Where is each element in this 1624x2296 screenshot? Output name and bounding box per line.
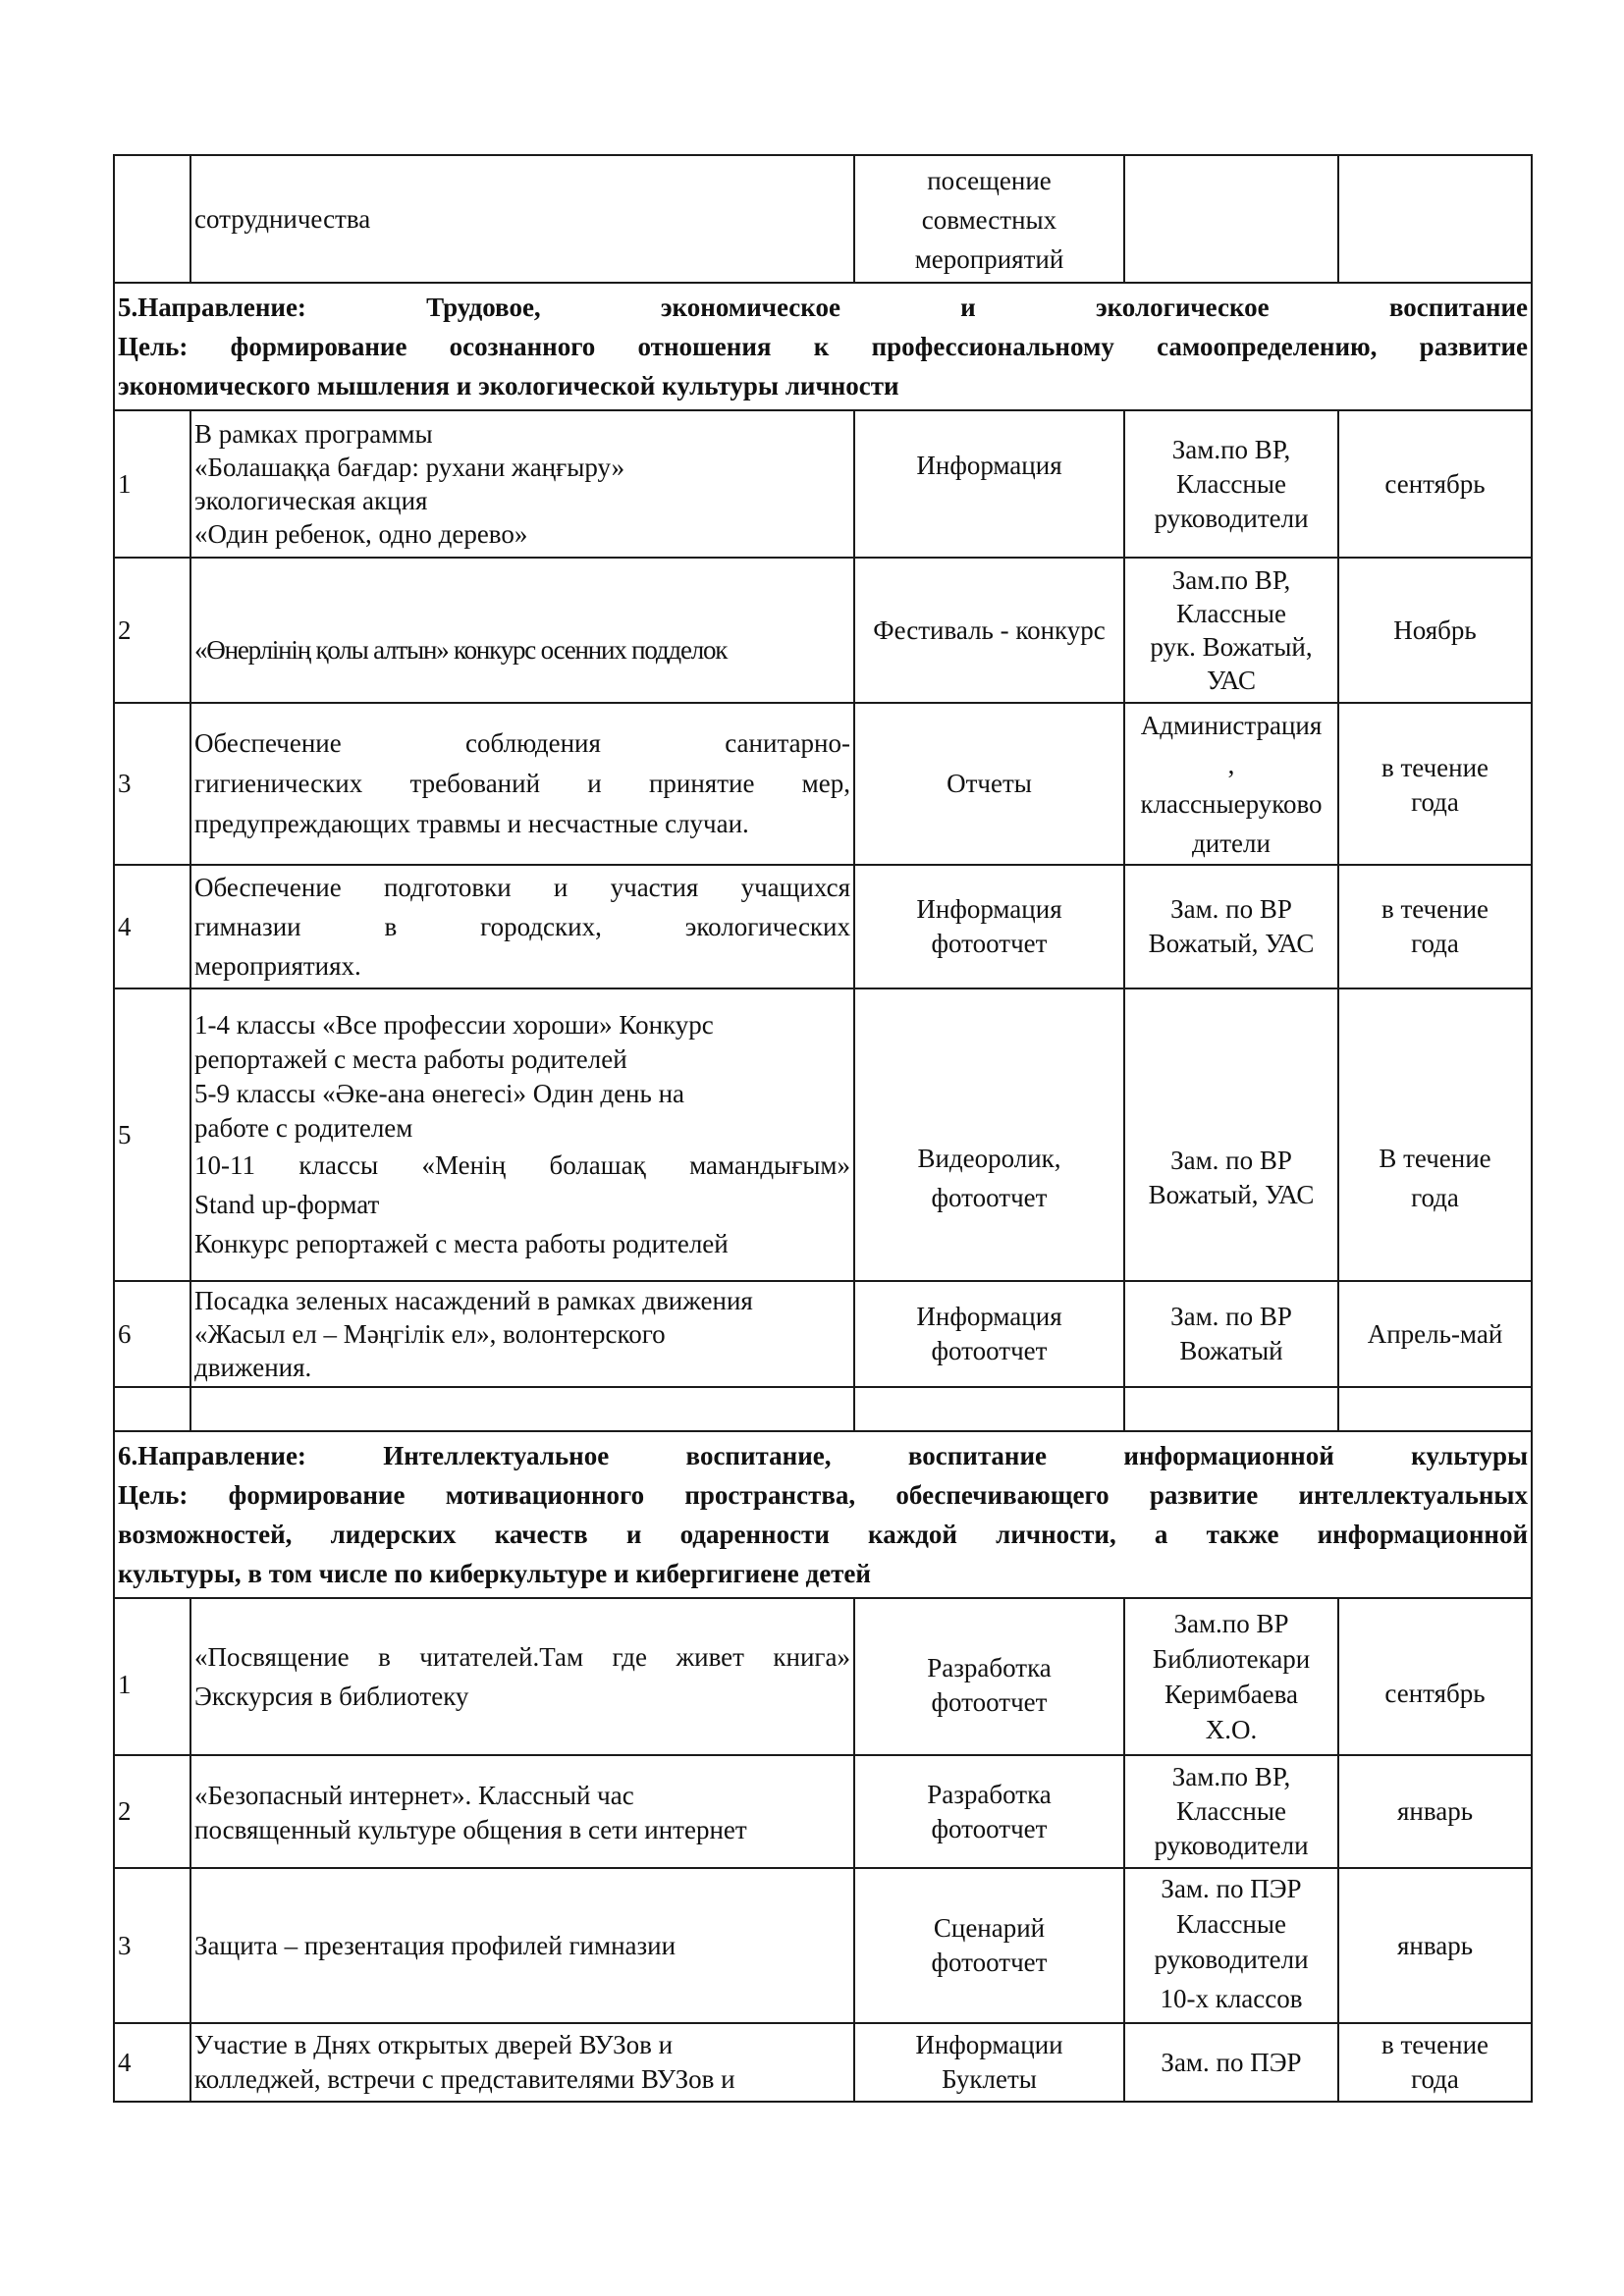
table-row [114, 410, 1532, 558]
section-5-header [114, 283, 1532, 410]
section-6-goal-line: культуры, в том числе по киберкультуре и кибергигиене детей [118, 1559, 871, 1588]
event-description: Обеспечение подготовки и участия учащихся гимназии в городских, экологических мероприятиях. [190, 865, 854, 988]
event-responsible [1124, 155, 1338, 283]
row-number: 4 [114, 865, 190, 988]
education-plan-table [113, 154, 1533, 2103]
event-responsible: Зам.по ВР, Классные рук. Вожатый, УАС [1124, 558, 1338, 703]
event-form: Разработка фотоотчет [854, 1598, 1124, 1755]
event-description: «Безопасный интернет». Классный час посвященный культуре общения в сети интернет [190, 1755, 854, 1868]
section-6-title: 6.Направление: Интеллектуальное воспитание, воспитание информационной культуры [118, 1441, 1529, 1470]
event-form: Информация [854, 410, 1124, 558]
event-responsible: Зам.по ВР, Классные руководители [1124, 410, 1338, 558]
event-period: в течение года [1338, 703, 1532, 865]
event-description: Обеспечение соблюдения санитарно- гигиенических требований и принятие мер, предупреждающих травмы и несчастные случаи. [190, 703, 854, 865]
event-form: Информация фотоотчет [854, 1281, 1124, 1387]
event-form: Видеоролик, фотоотчет [854, 988, 1124, 1281]
row-number: 3 [114, 703, 190, 865]
row-number: 6 [114, 1281, 190, 1387]
event-period: в течение года [1338, 2023, 1532, 2102]
event-description: В рамках программы «Болашаққа бағдар: рухани жаңғыру» экологическая акция «Один ребенок, одно дерево» [190, 410, 854, 558]
event-form: посещение совместных мероприятий [854, 155, 1124, 283]
empty-cell [1124, 1387, 1338, 1431]
event-period: январь [1338, 1755, 1532, 1868]
section-5-goal-line: Цель: формирование осознанного отношения к профессиональному самоопределению, развитие [118, 332, 1528, 361]
section-6-goal-line: Цель: формирование мотивационного пространства, обеспечивающего развитие интеллектуальных [118, 1480, 1528, 1510]
table-row [114, 558, 1532, 703]
table-row [114, 1598, 1532, 1755]
event-period: Апрель-май [1338, 1281, 1532, 1387]
event-description: Участие в Днях открытых дверей ВУЗов и колледжей, встречи с представителями ВУЗов и [190, 2023, 854, 2102]
event-responsible: Зам. по ВР Вожатый [1124, 1281, 1338, 1387]
row-number: 5 [114, 988, 190, 1281]
section-6-goal-line: возможностей, лидерских качеств и одаренности каждой личности, а также информационной [118, 1520, 1528, 1549]
row-number: 1 [114, 1598, 190, 1755]
section-6-header [114, 1431, 1532, 1598]
table-row [114, 155, 1532, 283]
table-row [114, 1868, 1532, 2023]
event-period: Ноябрь [1338, 558, 1532, 703]
event-form: Разработка фотоотчет [854, 1755, 1124, 1868]
event-description: «Посвящение в читателей.Там где живет книга» Экскурсия в библиотеку [190, 1598, 854, 1755]
event-period: сентябрь [1338, 1598, 1532, 1755]
event-description: «Өнерлінің қолы алтын» конкурс осенних подделок [190, 558, 854, 703]
event-form: Фестиваль - конкурс [854, 558, 1124, 703]
row-number [114, 155, 190, 283]
row-number: 1 [114, 410, 190, 558]
table-row [114, 2023, 1532, 2102]
event-form: Сценарий фотоотчет [854, 1868, 1124, 2023]
empty-cell [1338, 1387, 1532, 1431]
event-responsible: Зам.по ВР, Классные руководители [1124, 1755, 1338, 1868]
empty-cell [854, 1387, 1124, 1431]
event-description: Защита – презентация профилей гимназии [190, 1868, 854, 2023]
event-form: Информации Буклеты [854, 2023, 1124, 2102]
empty-cell [190, 1387, 854, 1431]
event-responsible: Зам. по ВР Вожатый, УАС [1124, 988, 1338, 1281]
empty-cell [114, 1387, 190, 1431]
event-description: Посадка зеленых насаждений в рамках движения «Жасыл ел – Мәңгілік ел», волонтерского движения. [190, 1281, 854, 1387]
table-row [114, 865, 1532, 988]
row-number: 2 [114, 1755, 190, 1868]
event-responsible: Зам. по ПЭР Классные руководители 10-х классов [1124, 1868, 1338, 2023]
row-number: 2 [114, 558, 190, 703]
table-row [114, 703, 1532, 865]
section-heading-5 [114, 283, 1532, 410]
event-responsible: Зам. по ПЭР [1124, 2023, 1338, 2102]
table-row [114, 1755, 1532, 1868]
section-5-goal-line: экономического мышления и экологической культуры личности [118, 371, 899, 400]
event-responsible: Администрация , классныеруково дители [1124, 703, 1338, 865]
event-responsible: Зам. по ВР Вожатый, УАС [1124, 865, 1338, 988]
event-period: в течение года [1338, 865, 1532, 988]
event-period: В течение года [1338, 988, 1532, 1281]
event-responsible: Зам.по ВР Библиотекари Керимбаева Х.О. [1124, 1598, 1338, 1755]
table-row [114, 1281, 1532, 1387]
table-row [114, 988, 1532, 1281]
event-period [1338, 155, 1532, 283]
event-description: 1-4 классы «Все профессии хороши» Конкурс репортажей с места работы родителей 5-9 классы «Әке-ана өнегесі» Один день на работе с родителем 10-11 классы «Менің болашақ мамандығым» Stand up-формат Конкурс репортажей с места работы родителей [190, 988, 854, 1281]
empty-row [114, 1387, 1532, 1431]
event-description: сотрудничества [190, 155, 854, 283]
event-form: Информация фотоотчет [854, 865, 1124, 988]
event-period: сентябрь [1338, 410, 1532, 558]
section-5-title: 5.Направление: Трудовое, экономическое и экологическое воспитание [118, 293, 1529, 322]
row-number: 4 [114, 2023, 190, 2102]
row-number: 3 [114, 1868, 190, 2023]
event-period: январь [1338, 1868, 1532, 2023]
event-form: Отчеты [854, 703, 1124, 865]
section-heading-6 [114, 1431, 1532, 1598]
